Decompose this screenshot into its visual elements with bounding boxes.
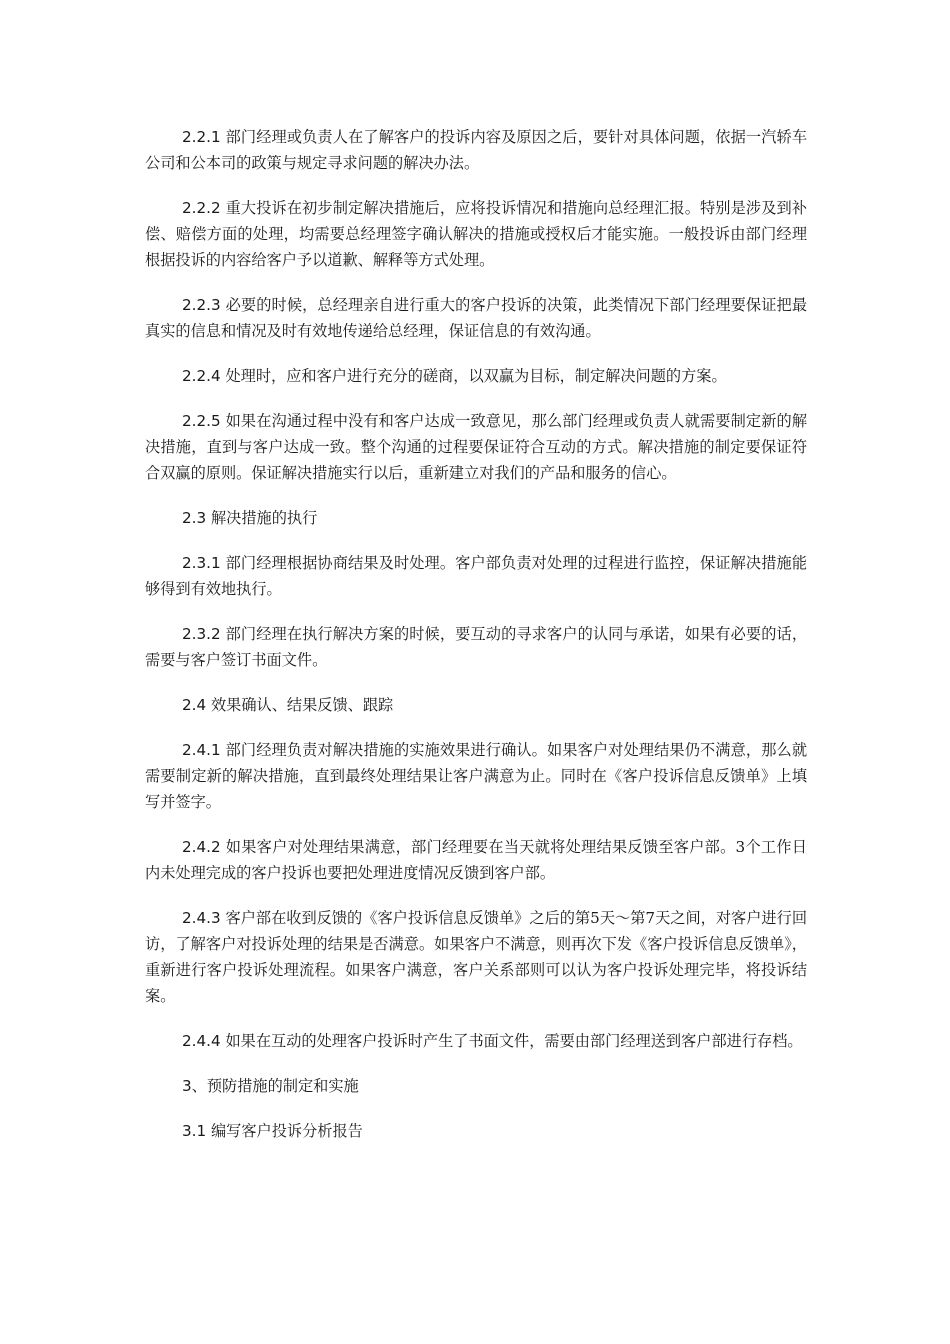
paragraph-text: 部门经理在执行解决方案的时候，要互动的寻求客户的认同与承诺，如果有必要的话，需要与客户签订书面文件。 [145, 625, 808, 669]
section-number: 2.4.2 [182, 838, 221, 856]
paragraph-2-4-4 [145, 1028, 807, 1054]
paragraph-text: 重大投诉在初步制定解决措施后，应将投诉情况和措施向总经理汇报。特别是涉及到补偿、赔偿方面的处理，均需要总经理签字确认解决的措施或授权后才能实施。一般投诉由部门经理根据投诉的内容给客户予以道歉、解释等方式处理。 [145, 199, 808, 269]
section-number: 2.4.1 [182, 741, 221, 759]
paragraph-2-4-1 [145, 737, 807, 815]
paragraph-text: 部门经理负责对解决措施的实施效果进行确认。如果客户对处理结果仍不满意，那么就需要制定新的解决措施，直到最终处理结果让客户满意为止。同时在《客户投诉信息反馈单》上填写并签字。 [145, 741, 808, 811]
section-heading-3 [145, 1073, 807, 1099]
paragraph-text: 如果客户对处理结果满意，部门经理要在当天就将处理结果反馈至客户部。3个工作日内未处理完成的客户投诉也要把处理进度情况反馈到客户部。 [145, 838, 807, 882]
section-number: 2.3.1 [182, 554, 221, 572]
section-heading-text: 解决措施的执行 [210, 509, 318, 527]
paragraph-text: 如果在沟通过程中没有和客户达成一致意见，那么部门经理或负责人就需要制定新的解决措施，直到与客户达成一致。整个沟通的过程要保证符合互动的方式。解决措施的制定要保证符合双赢的原则。保证解决措施实行以后，重新建立对我们的产品和服务的信心。 [145, 412, 808, 482]
section-number: 2.3 [182, 509, 207, 527]
paragraph-2-2-2 [145, 195, 807, 273]
section-number: 2.2.1 [182, 128, 221, 146]
paragraph-2-4-3 [145, 905, 807, 1009]
section-number: 3.1 [182, 1122, 207, 1140]
paragraph-text: 部门经理根据协商结果及时处理。客户部负责对处理的过程进行监控，保证解决措施能够得到有效地执行。 [145, 554, 808, 598]
paragraph-2-3-1 [145, 550, 807, 602]
section-number: 2.2.2 [182, 199, 221, 217]
section-heading-3-1 [145, 1118, 807, 1144]
section-heading-text: 效果确认、结果反馈、跟踪 [210, 696, 394, 714]
paragraph-2-3-2 [145, 621, 807, 673]
section-heading-text: 、预防措施的制定和实施 [191, 1077, 359, 1095]
paragraph-text: 如果在互动的处理客户投诉时产生了书面文件，需要由部门经理送到客户部进行存档。 [225, 1032, 803, 1050]
section-number: 2.3.2 [182, 625, 221, 643]
paragraph-2-2-3 [145, 292, 807, 344]
section-number: 2.4.4 [182, 1032, 221, 1050]
section-number: 2.2.3 [182, 296, 221, 314]
section-number: 2.4.3 [182, 909, 221, 927]
section-number: 2.2.5 [182, 412, 221, 430]
paragraph-text: 客户部在收到反馈的《客户投诉信息反馈单》之后的第5天～第7天之间，对客户进行回访，了解客户对投诉处理的结果是否满意。如果客户不满意，则再次下发《客户投诉信息反馈单》，重新进行客户投诉处理流程。如果客户满意，客户关系部则可以认为客户投诉处理完毕，将投诉结案。 [145, 909, 808, 1005]
paragraph-text: 必要的时候，总经理亲自进行重大的客户投诉的决策，此类情况下部门经理要保证把最真实的信息和情况及时有效地传递给总经理，保证信息的有效沟通。 [145, 296, 808, 340]
section-number: 3 [182, 1077, 192, 1095]
paragraph-2-2-5 [145, 408, 807, 486]
section-number: 2.2.4 [182, 367, 221, 385]
section-heading-2-3 [145, 505, 807, 531]
paragraph-2-2-1 [145, 124, 807, 176]
section-heading-2-4 [145, 692, 807, 718]
paragraph-text: 处理时，应和客户进行充分的磋商，以双赢为目标，制定解决问题的方案。 [225, 367, 727, 385]
document-body [145, 124, 807, 1163]
section-number: 2.4 [182, 696, 207, 714]
paragraph-2-4-2 [145, 834, 807, 886]
paragraph-text: 部门经理或负责人在了解客户的投诉内容及原因之后，要针对具体问题，依据一汽轿车公司和公本司的政策与规定寻求问题的解决办法。 [145, 128, 808, 172]
section-heading-text: 编写客户投诉分析报告 [210, 1122, 363, 1140]
paragraph-2-2-4 [145, 363, 807, 389]
